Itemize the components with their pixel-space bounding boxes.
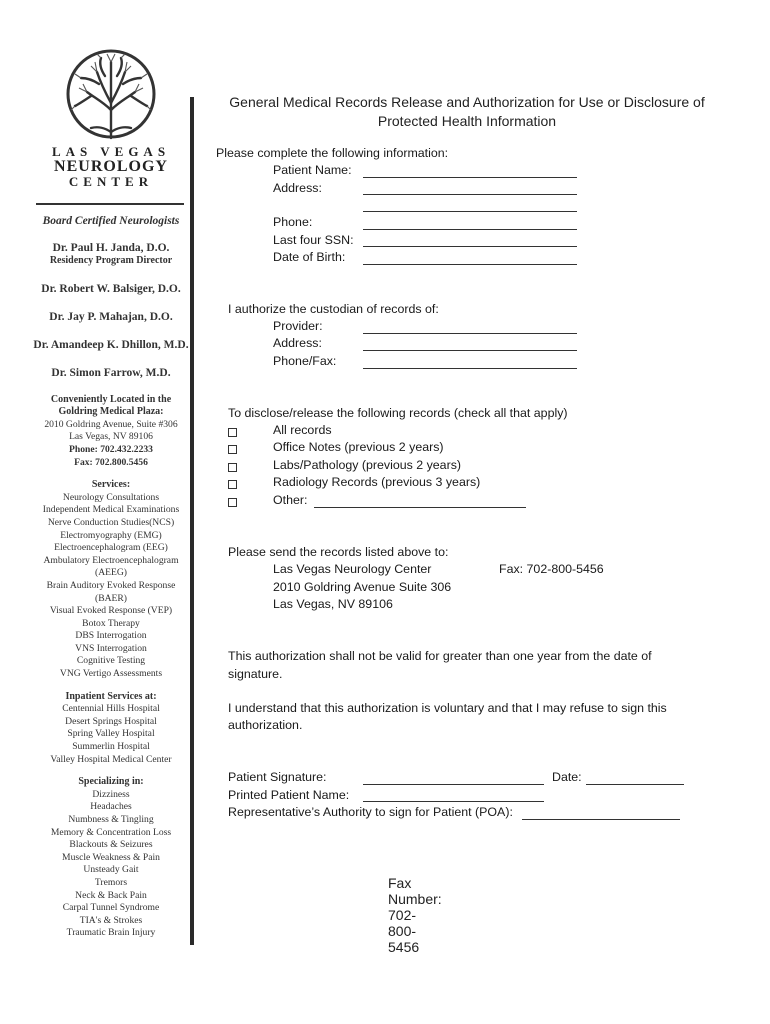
service-item: DBS Interrogation	[75, 630, 147, 642]
address-line: Las Vegas, NV 89106	[69, 431, 153, 443]
brand-line-2: NEUROLOGY	[54, 158, 168, 175]
checkbox-all-records[interactable]	[228, 428, 237, 437]
service-item: Electroencephalogram (EEG)	[54, 542, 168, 554]
custodian-intro: I authorize the custodian of records of:	[228, 302, 439, 316]
option-all-records: All records	[273, 423, 332, 437]
address-line: 2010 Goldring Avenue, Suite #306	[44, 418, 178, 430]
doctor-name: Dr. Robert W. Balsiger, D.O.	[41, 282, 181, 295]
date-field[interactable]	[586, 784, 684, 785]
sidebar	[30, 48, 192, 940]
provider-label: Provider:	[273, 319, 323, 333]
voluntary-text-1: I understand that this authorization is voluntary and that I may refuse to sign this	[228, 701, 667, 715]
inpatient-list	[30, 703, 192, 766]
other-field[interactable]	[314, 507, 526, 508]
phone-label: Phone:	[273, 215, 313, 229]
vertical-divider	[190, 97, 194, 945]
hospital-item: Desert Springs Hospital	[65, 715, 157, 727]
ssn-field[interactable]	[363, 246, 577, 247]
hospital-item: Centennial Hills Hospital	[62, 703, 160, 715]
send-intro: Please send the records listed above to:	[228, 545, 449, 559]
fax-text: Fax: 702.800.5456	[74, 456, 148, 468]
option-labs-pathology: Labs/Pathology (previous 2 years)	[273, 458, 462, 472]
ssn-label: Last four SSN:	[273, 233, 354, 247]
location-block	[30, 394, 192, 470]
specialty-item: Blackouts & Seizures	[69, 839, 153, 851]
specialty-item: Unsteady Gait	[83, 864, 139, 876]
dob-field[interactable]	[363, 264, 577, 265]
service-item: Nerve Conduction Studies(NCS)	[47, 516, 175, 528]
doctor-name: Dr. Amandeep K. Dhillon, M.D.	[33, 338, 189, 351]
checkbox-office-notes[interactable]	[228, 445, 237, 454]
specialty-item: Carpal Tunnel Syndrome	[62, 902, 160, 914]
send-address-1: 2010 Goldring Avenue Suite 306	[273, 580, 452, 594]
specialty-item: TIA's & Strokes	[79, 914, 143, 926]
phone-text: Phone: 702.432.2233	[69, 443, 153, 455]
doctor-entry	[30, 241, 192, 268]
brand-line-1: LAS VEGAS	[51, 144, 171, 159]
printed-name-field[interactable]	[363, 801, 544, 802]
checkbox-other[interactable]	[228, 498, 237, 507]
send-address-2: Las Vegas, NV 89106	[273, 597, 393, 611]
option-office-notes: Office Notes (previous 2 years)	[273, 440, 444, 454]
hospital-item: Summerlin Hospital	[72, 741, 150, 753]
poa-field[interactable]	[522, 819, 680, 820]
phone-field[interactable]	[363, 229, 577, 230]
service-item: (BAER)	[95, 592, 127, 604]
printed-name-label: Printed Patient Name:	[228, 788, 350, 802]
location-heading: Conveniently Located in the	[50, 393, 172, 405]
hospital-item: Valley Hospital Medical Center	[50, 753, 172, 765]
address-label: Address:	[273, 181, 322, 195]
signature-field[interactable]	[363, 784, 544, 785]
specializing-block	[30, 776, 192, 940]
service-item: Neurology Consultations	[62, 491, 160, 503]
service-item: Botox Therapy	[82, 617, 140, 629]
doctor-name: Dr. Paul H. Janda, D.O.	[52, 242, 170, 254]
specialty-item: Headaches	[90, 801, 132, 813]
specialty-item: Muscle Weakness & Pain	[62, 851, 160, 863]
specialty-item: Traumatic Brain Injury	[66, 927, 156, 939]
validity-text-2: signature.	[228, 667, 283, 681]
patient-name-field[interactable]	[363, 177, 577, 178]
doctor-title: Residency Program Director	[49, 255, 173, 266]
send-name: Las Vegas Neurology Center	[273, 562, 432, 576]
option-radiology: Radiology Records (previous 3 years)	[273, 475, 481, 489]
intro-text: Please complete the following information:	[216, 146, 449, 160]
specialty-item: Memory & Concentration Loss	[50, 826, 172, 838]
specializing-list	[30, 789, 192, 940]
doctor-name: Dr. Simon Farrow, M.D.	[51, 366, 171, 379]
form-title-line: General Medical Records Release and Authorization for Use or Disclosure of	[229, 94, 705, 110]
fax-number: Fax Number: 702-800-5456	[388, 875, 442, 955]
inpatient-heading: Inpatient Services at:	[65, 690, 157, 702]
form-title-line: Protected Health Information	[377, 113, 557, 129]
specialty-item: Tremors	[94, 876, 128, 888]
send-fax: Fax: 702-800-5456	[499, 562, 604, 576]
phonefax-label: Phone/Fax:	[273, 354, 337, 368]
location-heading: Goldring Medical Plaza:	[58, 406, 164, 418]
poa-label: Representative’s Authority to sign for Patient (POA):	[228, 805, 513, 819]
address-field[interactable]	[363, 194, 577, 195]
validity-text-1: This authorization shall not be valid for greater than one year from the date of	[228, 649, 652, 663]
services-block	[30, 479, 192, 681]
service-item: Brain Auditory Evoked Response	[46, 579, 176, 591]
phonefax-field[interactable]	[363, 368, 577, 369]
service-item: Independent Medical Examinations	[42, 504, 180, 516]
provider-address-label: Address:	[273, 336, 322, 350]
inpatient-block	[30, 691, 192, 767]
specialty-item: Dizziness	[92, 788, 130, 800]
doctor-name: Dr. Jay P. Mahajan, D.O.	[49, 310, 173, 323]
tagline: Board Certified Neurologists	[42, 215, 180, 227]
service-item: Cognitive Testing	[76, 655, 146, 667]
dob-label: Date of Birth:	[273, 250, 346, 264]
voluntary-text-2: authorization.	[228, 718, 303, 732]
specialty-item: Numbness & Tingling	[68, 814, 154, 825]
patient-name-label: Patient Name:	[273, 163, 352, 177]
service-item: VNG Vertigo Assessments	[59, 668, 163, 680]
service-item: Ambulatory Electroencephalogram	[43, 554, 179, 566]
checkbox-labs-pathology[interactable]	[228, 463, 237, 472]
provider-address-field[interactable]	[363, 350, 577, 351]
option-other: Other:	[273, 493, 308, 507]
sidebar-divider	[36, 203, 184, 205]
services-heading: Services:	[91, 479, 131, 491]
service-item: (AEEG)	[95, 567, 127, 579]
disclose-intro: To disclose/release the following records (check all that apply)	[228, 406, 568, 420]
brand-line-3: CENTER	[68, 174, 154, 189]
specialty-item: Neck & Back Pain	[75, 889, 147, 901]
tree-logo-icon	[65, 48, 157, 140]
address-field-line-2[interactable]	[363, 211, 577, 212]
provider-field[interactable]	[363, 333, 577, 334]
service-item: Electromyography (EMG)	[60, 529, 162, 541]
services-list	[30, 492, 192, 681]
service-item: Visual Evoked Response (VEP)	[49, 605, 173, 617]
date-label: Date:	[552, 770, 582, 784]
signature-label: Patient Signature:	[228, 770, 327, 784]
service-item: VNS Interrogation	[75, 642, 147, 654]
specializing-heading: Specializing in:	[78, 776, 144, 788]
hospital-item: Spring Valley Hospital	[67, 728, 155, 740]
checkbox-radiology[interactable]	[228, 480, 237, 489]
form-title	[212, 93, 722, 131]
